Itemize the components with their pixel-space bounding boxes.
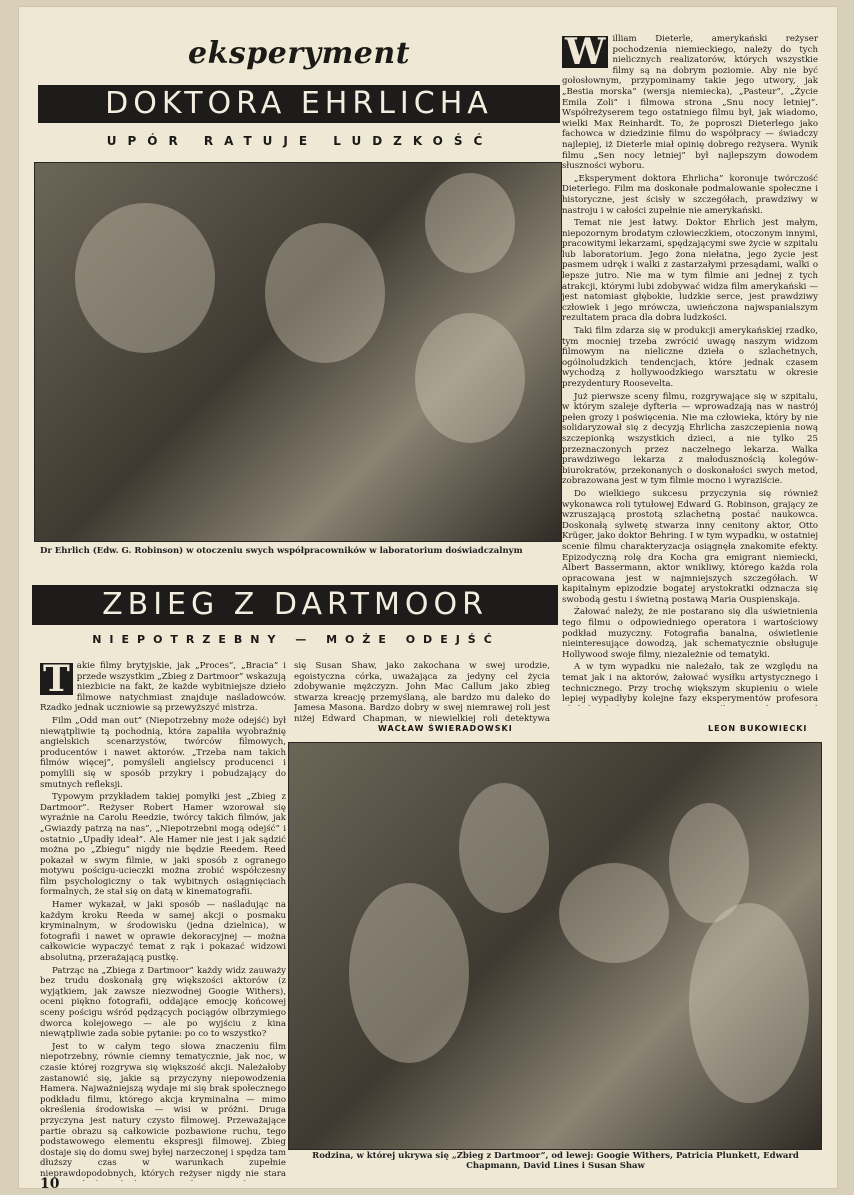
article2-paragraph: Hamer wykazał, w jaki sposób — naśladując na każdym kroku Reeda w samej akcji o posmaku kryminalnym, w środowisku (jedna dzielnica), w fotografii i nawet w oprawie dekoracyjnej — można całkowicie wypaczyć temat z rąk i pokazać widzowi absolutną, przerażającą pustkę. xyxy=(40,900,286,964)
article1-paragraph: Już pierwsze sceny filmu, rozgrywające się w szpitalu, w którym szaleje dyfteria — wprowadzają nas w nastrój pełen grozy i poświęcenia. Nie ma człowieka, który by nie solidaryzował się z decyzją Ehrlicha zaszczepienia nową szczepionką wszystkich dzieci, a nie tylko 25 przeznaczonych przez naczelnego lekarza. Walka prawdziwego lekarza z małodusznością kolegów-biurokratów, przekonanych o doskonałości swych metod, zobrazowana jest w tym filmie mocno i wyraziście. xyxy=(562,391,818,487)
article1-kicker: eksperyment xyxy=(188,36,411,71)
lab-photo xyxy=(34,162,562,542)
article2-paragraph: Patrząc na „Zbiega z Dartmoor” każdy widz zauważy bez trudu doskonałą grę większości aktorów (z wyjątkiem, jak zawsze niezwodnej Googie Withers), oceni piękno fotografii, oddające emocję końcowej sceny pościgu wśród pędzących pociągów olbrzymiego dworca kolejowego — ale po wyjściu z kina niewątpliwie zada sobie pytanie: po co to wszystko? xyxy=(40,965,286,1040)
family-photo-caption: Rodzina, w której ukrywa się „Zbieg z Dartmoor”, od lewej: Googie Withers, Patricia Plunkett, Edward Chapmann, David Lines i Susan Shaw xyxy=(312,1151,799,1171)
article1-paragraph: illiam Dieterle, amerykański reżyser pochodzenia niemieckiego, należy do tych nielicznych realizatorów, których wszystkie filmy są na dobrym poziomie. Aby nie być gołosłownym, przypominamy takie jego utwory, jak „Bestia morska” (wersja niemiecka), „Pasteur”, „Życie Emila Zoli” i filmowa strona „Snu nocy letniej”. Współreżyserem tego ostatniego filmu był, jak wiadomo, wielki Max Reinhardt. To, że poproszi Dieterlego jako fachowca w dziedzinie filmu do współpracy — świadczy najlepiej, iż Dieterle miał opinię dobrego reżysera. Wynik filmu „Sen nocy letniej” był najlepszym dowodem słuszności wyboru. xyxy=(562,34,818,172)
article1-paragraph: Temat nie jest łatwy. Doktor Ehrlich jest małym, niepozornym brodatym człowieczkiem, otoczonym innymi, pracowitymi lekarzami, spędzającymi swe życie w szpitalu lub laboratorium. Jego żona niełatna, jego życie jest pasmem udręk i walki z zastarzałymi przesądami, walki o lepsze jutro. Nie ma w tym filmie ani jednej z tych atrakcji, którymi lubi zdobywać widza film amerykański — jest natomiast głębokie, ludzkie serce, jest prawdziwy człowiek i jego mrówcza, uwieńczona najwspanialszym rezultatem praca dla dobra ludzkości. xyxy=(562,218,818,324)
article1-drop-cap: W xyxy=(562,36,608,68)
article2-subtitle: NIEPOTRZEBNY — MOŻE ODEJŚĆ xyxy=(92,633,500,646)
article1-paragraph: Żałować należy, że nie postarano się dla uświetnienia tego filmu o odpowiedniego operatora i wartościowy podkład muzyczny. Fotografia banalna, oświetlenie nieinteresujące dowodzą, jak schematycznie obsługuje Hollywood swoje filmy, niezależnie od tematyki. xyxy=(562,607,818,660)
family-photo xyxy=(288,742,822,1150)
article2-paragraph: Jest to w całym tego słowa znaczeniu film niepotrzebny, równie ciemny tematycznie, jak noc, w czasie której rozgrywa się większość akcji. Należałoby zastanowić się, jakie są przyczyny niepowodzenia Hamera. Najważniejszą wydaje mi się brak społecznego podkładu filmu, którego akcja kryminalna — mimo określenia środowiska — wisi w próżni. Druga przyczyna jest natury czysto filmowej. Przeważające partie obrazu są całkowicie pozbawione ruchu, tego podstawowego elementu ekspresji filmowej. Zbieg dostaje się do domu swej byłej narzeczonej i spędza tam dłuższy czas w warunkach zupełnie nieprawdopodobnych, których reżyser nigdy nie stara xyxy=(40,1041,286,1179)
article2-paragraph: Typowym przykładem takiej pomyłki jest „Zbieg z Dartmoor”. Reżyser Robert Hamer wzorował się wyraźnie na Carolu Reedzie, twórcy takich filmów, jak „Gwiazdy patrzą na nas”, „Niepotrzebni mogą odejść” i ostatnio „Upadły ideał”. Ale Hamer nie jest i jak sądzić można po „Zbiegu” nigdy nie będzie Reedem. Reed pokazał w swym filmie, w jaki sposób z ogranego motywu pościgu-ucieczki można zrobić współczesny film psychologiczny o tak wybitnych osiągnięciach formalnych, że stał się on datą w kinematografii. xyxy=(40,792,286,898)
article2-author: WACŁAW ŚWIERADOWSKI xyxy=(378,724,513,733)
article2-continuation-text: się Susan Shaw, jako zakochana w swej urodzie, egoistyczna córka, uważająca za jedyny cel życia zdobywanie mężczyzn. John Mac Callum jako zbieg stwarza kreację przemyślaną, ale bardzo mu daleko do Jamesa Masona. Bardzo dobry w swej niemrawej roli jest niżej Edward Chapman, w niewielkiej roli detektywa xyxy=(294,661,550,723)
article2-paragraph: Film „Odd man out” (Niepotrzebny może odejść) był niewątpliwie tą pochodnią, która zapaliła wyobraźnię angielskich scenarzystów, twórców filmowych, producentów i nawet aktorów. „Trzeba nam takich filmów więcej”, pomyśleli angielscy producenci i pomylili się w sposób przykry i pobudzający do smutnych refleksji. xyxy=(40,715,286,790)
article2-continuation xyxy=(294,661,550,723)
article1-subtitle: UPÓR RATUJE LUDZKOŚĆ xyxy=(106,134,494,148)
article2-paragraph: akie filmy brytyjskie, jak „Proces”, „Bracia” i przede wszystkim „Zbieg z Dartmoor” wskazują niezbicie na fakt, że każde wybitniejsze dzieło filmowe natychmiast znajduje naśladowców. Rzadko jednak uczniowie są przewyższyć mistrza. xyxy=(40,661,286,714)
lab-photo-caption: Dr Ehrlich (Edw. G. Robinson) w otoczeniu swych współpracowników w laboratorium doświadczalnym xyxy=(40,546,523,556)
article1-paragraph: A w tym wypadku nie należało, tak ze względu na temat jak i na aktorów, żałować wysiłku artystycznego i technicznego. Przy trochę większym skupieniu o wiele lepiej wypadłyby kolejne fazy eksperymentów profesora xyxy=(562,662,818,705)
magazine-page xyxy=(18,6,838,1192)
article2-title: ZBIEG Z DARTMOOR xyxy=(32,585,558,625)
page-number: 10 xyxy=(40,1176,60,1192)
article2-body xyxy=(40,661,286,1181)
article1-author: LEON BUKOWIECKI xyxy=(708,724,808,733)
article1-paragraph: „Eksperyment doktora Ehrlicha” koronuje twórczość Dieterlego. Film ma doskonałe podmalowanie społeczne i historyczne, jest ścisły w szczegółach, prawdziwy w nastroju i w całości zupełnie nie amerykański. xyxy=(562,173,818,216)
article2-drop-cap: T xyxy=(40,663,73,695)
article1-paragraph: Do wielkiego sukcesu przyczynia się również wykonawca roli tytułowej Edward G. Robinson, grający ze wzruszającą prostotą szlachetną postać naukowca. Doskonałą sylwetę stwarza inny cenitony aktor, Otto Krüger, jako doktor Behring. I w tym wypadku, w ostatniej scenie filmu charakteryzacja osiągnęła znakomite efekty. Epizodyczną rolę dra Kocha gra emigrant niemiecki, Albert Bassermann, aktor wnikliwy, którego każda rola opracowana jest w najmniejszych szczegółach. W kapitalnym epizodzie bogatej arystokratki odznacza się swobodą gestu i świetną postawą Maria Ouspienskaja. xyxy=(562,488,818,605)
article1-title: DOKTORA EHRLICHA xyxy=(38,85,560,123)
article1-paragraph: Taki film zdarza się w produkcji amerykańskiej rzadko, tym mocniej trzeba zwrócić uwagę naszym widzom filmowym na nieliczne dzieła o szlachetnych, ogólnoludzkich tendencjach, które jednak czasem wychodzą z hollywoodzkiego warsztatu w okresie prezydentury Roosevelta. xyxy=(562,326,818,389)
article1-body xyxy=(562,34,818,706)
